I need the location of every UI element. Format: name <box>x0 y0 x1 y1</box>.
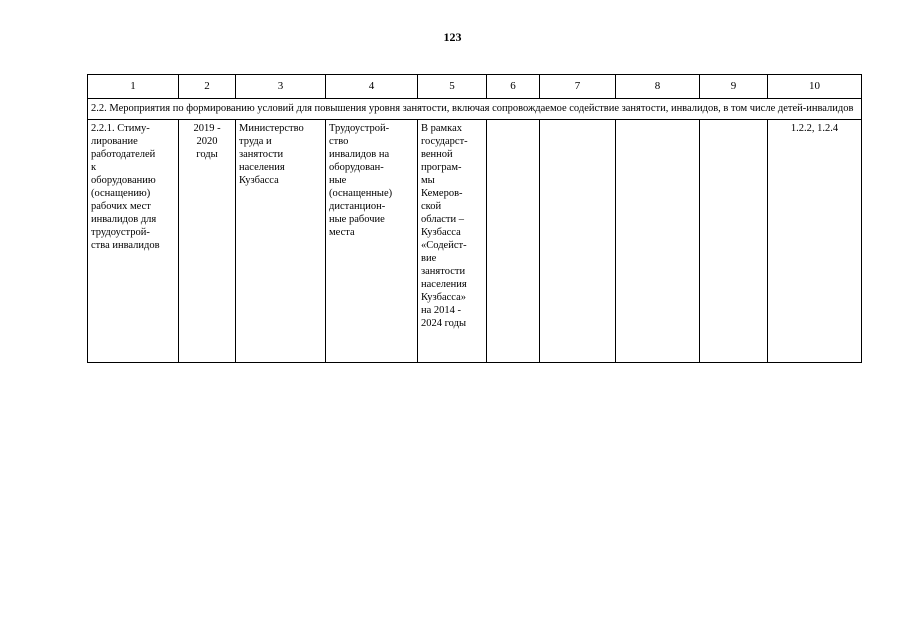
executor-cell <box>236 120 326 363</box>
cell-line: области – <box>421 214 464 225</box>
result-cell <box>326 120 418 363</box>
cell-line: Кузбасса <box>421 227 461 238</box>
cell-line: 2019 - <box>193 123 221 134</box>
column-9-cell <box>700 120 768 363</box>
cell-line: (оснащению) <box>91 188 151 199</box>
cell-line: населения <box>239 162 285 173</box>
cell-line: на 2014 - <box>421 305 462 316</box>
measure-name-cell <box>88 120 179 363</box>
period-cell <box>179 120 236 363</box>
column-8-cell <box>616 120 700 363</box>
cell-line: места <box>329 227 355 238</box>
column-6-cell <box>487 120 540 363</box>
column-7-cell <box>540 120 616 363</box>
cell-line: труда и <box>239 136 272 147</box>
cell-line: годы <box>196 149 218 160</box>
cell-line: ство <box>329 136 349 147</box>
cell-line: дистанцион- <box>329 201 386 212</box>
column-header-6: 6 <box>487 75 540 99</box>
cell-line: В рамках <box>421 123 463 134</box>
cell-line: к <box>91 162 97 173</box>
cell-line: ные рабочие <box>329 214 385 225</box>
cell-line: инвалидов для <box>91 214 157 225</box>
program-table <box>87 74 862 363</box>
column-header-4: 4 <box>326 75 418 99</box>
cell-line: ные <box>329 175 347 186</box>
cell-line: Министерство <box>239 123 304 134</box>
cell-line: венной <box>421 149 453 160</box>
cell-line: Трудоустрой- <box>329 123 390 134</box>
header-row <box>88 75 862 99</box>
cell-line: населения <box>421 279 467 290</box>
cell-line: лирование <box>91 136 138 147</box>
funding-source-cell <box>418 120 487 363</box>
column-header-5: 5 <box>418 75 487 99</box>
cell-line: програм- <box>421 162 462 173</box>
column-header-10: 10 <box>768 75 862 99</box>
section-title: 2.2. Мероприятия по формированию условий для повышения уровня занятости, включая сопровождаемое содействие занятости, инвалидов, в том числе детей-инвалидов <box>88 99 862 120</box>
column-header-7: 7 <box>540 75 616 99</box>
column-header-9: 9 <box>700 75 768 99</box>
page-number: 123 <box>443 30 462 44</box>
cell-line: занятости <box>421 266 466 277</box>
cell-line: Кузбасса» <box>421 292 466 303</box>
cell-line: работодателей <box>91 149 156 160</box>
cell-line: «Содейст- <box>421 240 467 251</box>
cell-line: государст- <box>421 136 468 147</box>
cell-line: рабочих мест <box>91 201 151 212</box>
cell-line: (оснащенные) <box>329 188 393 199</box>
table-row <box>88 120 862 363</box>
cell-line: ства инвалидов <box>91 240 160 251</box>
cell-line: мы <box>421 175 435 186</box>
cell-line: ской <box>421 201 442 212</box>
cell-line: трудоустрой- <box>91 227 150 238</box>
cell-line: Кемеров- <box>421 188 463 199</box>
cell-line: оборудован- <box>329 162 384 173</box>
column-header-2: 2 <box>179 75 236 99</box>
cell-line: Кузбасса <box>239 175 279 186</box>
cell-line: 2020 <box>196 136 218 147</box>
cell-line: 2024 годы <box>421 318 467 329</box>
section-row <box>88 99 862 120</box>
cell-line: инвалидов на <box>329 149 390 160</box>
column-header-8: 8 <box>616 75 700 99</box>
cell-line: оборудованию <box>91 175 156 186</box>
indicator-ref-cell: 1.2.2, 1.2.4 <box>768 120 862 363</box>
cell-line: 2.2.1. Стиму- <box>91 123 150 134</box>
cell-line: занятости <box>239 149 284 160</box>
column-header-1: 1 <box>88 75 179 99</box>
column-header-3: 3 <box>236 75 326 99</box>
cell-line: вие <box>421 253 437 264</box>
